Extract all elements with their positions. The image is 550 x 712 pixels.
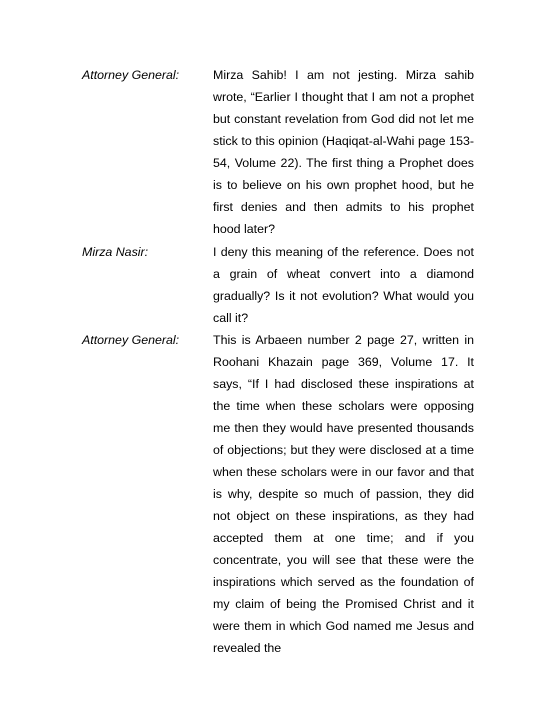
speech-text: Mirza Sahib! I am not jesting. Mirza sahib wrote, “Earlier I thought that I am not a prophet but constant revelation from God did not let me stick to this opinion (Haqiqat-al-Wahi page 153-54, Volume 22). The first thing a Prophet does is to believe on his own prophet hood, but he first denies and then admits to his prophet hood later?: [213, 68, 474, 237]
speaker-name: Mirza Nasir:: [82, 244, 149, 259]
speaker-name: Attorney General:: [82, 68, 180, 82]
speech-text: I deny this meaning of the reference. Does not a grain of wheat convert into a diamond gradually? Is it not evolution? What would you call it?: [213, 244, 474, 325]
speaker-name: Attorney General:: [82, 332, 180, 347]
speech-text: This is Arbaeen number 2 page 27, written in Roohani Khazain page 369, Volume 17. It says, “If I had disclosed these inspirations at the time when these scholars were opposing me then they would have presented thousands of objections; but they were disclosed at a time when these scholars were in our favor and that is why, despite so much of passion, they did not object on these inspirations, as they had accepted them at one time; and if you concentrate, you will see that these were the inspirations which served as the foundation of my claim of being the Promised Christ and it were them in which God named me Jesus and revealed the: [213, 332, 474, 656]
